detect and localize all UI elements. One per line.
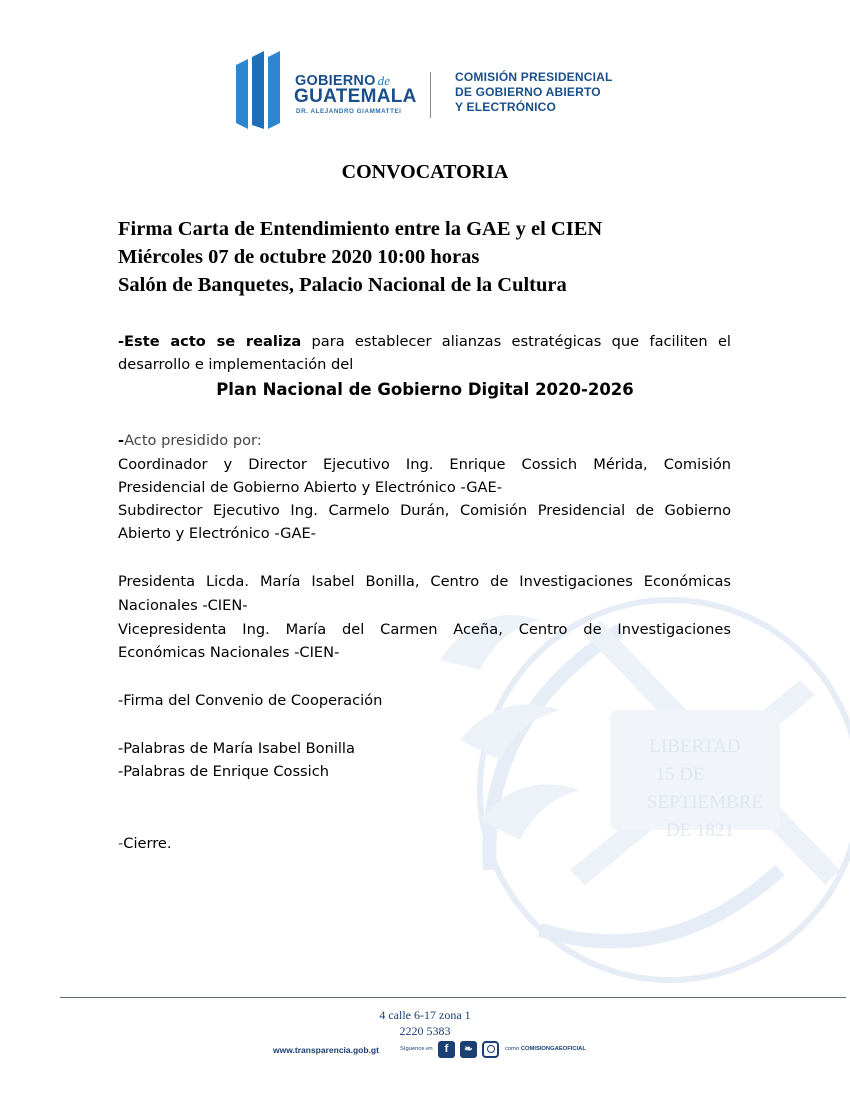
watermark-line-2: 15 DE	[655, 764, 705, 785]
logo-de-text: de	[377, 73, 391, 88]
participant-2-line-2: Abierto y Electrónico -GAE-	[118, 525, 316, 542]
participant-4-line-2: Económicas Nacionales -CIEN-	[118, 644, 340, 661]
participant-2-line-1: Subdirector Ejecutivo Ing. Carmelo Durán, Comisión Presidencial de Gobierno	[118, 502, 731, 519]
participant-1-line-2: Presidencial de Gobierno Abierto y Electrónico -GAE-	[118, 479, 502, 496]
participant-3-line-2: Nacionales -CIEN-	[118, 597, 248, 614]
participant-4-line-1: Vicepresidenta Ing. María del Carmen Aceña, Centro de Investigaciones	[118, 621, 731, 638]
logo-gobierno-text: GOBIERNO de	[295, 73, 391, 89]
facebook-icon[interactable]: f	[438, 1041, 455, 1058]
footer-divider	[60, 997, 846, 998]
footer-phone: 2220 5383	[399, 1024, 451, 1038]
commission-line-2: DE GOBIERNO ABIERTO	[455, 85, 601, 99]
purpose-rest: para establecer alianzas estratégicas que faciliten el	[301, 333, 731, 350]
plan-name: Plan Nacional de Gobierno Digital 2020-2026	[216, 380, 634, 399]
footer-handle: como COMISIONGAEOFICIAL	[505, 1046, 586, 1052]
footer-address: 4 calle 6-17 zona 1	[379, 1008, 471, 1022]
participant-1-line-1: Coordinador y Director Ejecutivo Ing. Enrique Cossich Mérida, Comisión	[118, 456, 731, 473]
commission-line-3: Y ELECTRÓNICO	[455, 100, 557, 114]
watermark-line-1: LIBERTAD	[649, 736, 741, 757]
event-line-venue: Salón de Banquetes, Palacio Nacional de la Cultura	[118, 274, 567, 296]
agenda-item-3: -Palabras de Enrique Cossich	[118, 763, 329, 780]
purpose-line-2: desarrollo e implementación del	[118, 356, 354, 373]
participant-3-line-1: Presidenta Licda. María Isabel Bonilla, Centro de Investigaciones Económicas	[118, 573, 731, 590]
event-line-date: Miércoles 07 de octubre 2020 10:00 horas	[118, 246, 480, 268]
closing-item: -Cierre.	[118, 835, 172, 852]
commission-line-1: COMISIÓN PRESIDENCIAL	[455, 70, 613, 84]
agenda-item-1: -Firma del Convenio de Cooperación	[118, 692, 383, 709]
event-line-title: Firma Carta de Entendimiento entre la GAE y el CIEN	[118, 218, 603, 240]
purpose-bold: -Este acto se realiza	[118, 333, 302, 350]
logo-guatemala-text: GUATEMALA	[294, 86, 417, 107]
footer-follow-text: Síguenos en	[400, 1046, 433, 1052]
watermark-line-4: DE 1821	[665, 820, 735, 841]
header-divider	[430, 72, 431, 118]
logo-president-text: DR. ALEJANDRO GIAMMATTEI	[296, 108, 402, 115]
guatemala-logo-icon	[236, 51, 282, 129]
watermark-line-3: SEPTIEMBRE	[646, 792, 764, 813]
document-title: CONVOCATORIA	[341, 161, 509, 183]
instagram-icon[interactable]	[482, 1041, 499, 1058]
agenda-item-2: -Palabras de María Isabel Bonilla	[118, 740, 355, 757]
purpose-line-1	[118, 330, 731, 354]
presided-label: -Acto presidido por:	[118, 432, 262, 449]
twitter-icon[interactable]: ❧	[460, 1041, 477, 1058]
footer-website-link[interactable]: www.transparencia.gob.gt	[273, 1045, 379, 1055]
